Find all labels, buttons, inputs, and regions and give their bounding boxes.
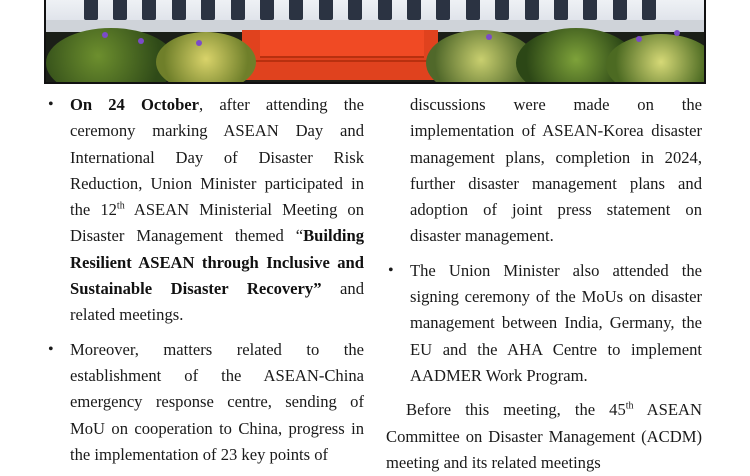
para-text: ASEAN Committee on Disaster Management (ACDM) meeting and its related meetings bbox=[386, 400, 702, 472]
event-photo bbox=[44, 0, 706, 84]
item-text: , after attending the ceremony marking ASEAN Day and International Day of Disaster Risk Reduction, Union Minister participated in the 12 bbox=[70, 95, 364, 220]
ordinal-suffix: th bbox=[116, 200, 125, 212]
left-column bbox=[46, 92, 364, 476]
red-carpet-steps bbox=[242, 30, 438, 80]
bullet-list bbox=[386, 258, 702, 389]
body-paragraph bbox=[386, 397, 702, 476]
continued-text: discussions were made on the implementation of ASEAN-Korea disaster management plans, completion in 2024, further disaster management plans and adoption of joint press statement on disaster management. bbox=[410, 95, 702, 246]
ordinal-suffix: th bbox=[625, 400, 634, 412]
item-text: ASEAN Ministerial Meeting on Disaster Management themed “ bbox=[70, 200, 365, 246]
item-text: The Union Minister also attended the signing ceremony of the MoUs on disaster management between India, Germany, the EU and the AHA Centre to implement AADMER Work Program. bbox=[410, 260, 702, 385]
delegates-group bbox=[76, 0, 664, 20]
plant-decoration bbox=[156, 32, 256, 84]
flower bbox=[674, 30, 680, 36]
flower bbox=[636, 36, 642, 42]
list-item bbox=[46, 92, 364, 329]
flower bbox=[196, 40, 202, 46]
item-text: Moreover, matters related to the establishment of the ASEAN-China emergency response centre, sending of MoU on cooperation to China, progress in the implementation of 23 key points of bbox=[70, 339, 364, 464]
right-column bbox=[386, 92, 702, 476]
list-item bbox=[46, 337, 364, 468]
para-text: Before this meeting, the 45 bbox=[406, 400, 626, 420]
flower bbox=[102, 32, 108, 38]
flower bbox=[138, 38, 144, 44]
item-date: On 24 October bbox=[70, 95, 200, 114]
item-text: and related meetings. bbox=[70, 279, 364, 325]
list-item bbox=[386, 258, 702, 389]
meeting-theme: Building Resilient ASEAN through Inclusive and Sustainable Disaster Recovery” bbox=[70, 226, 364, 299]
flower bbox=[486, 34, 492, 40]
bullet-list bbox=[46, 92, 364, 468]
